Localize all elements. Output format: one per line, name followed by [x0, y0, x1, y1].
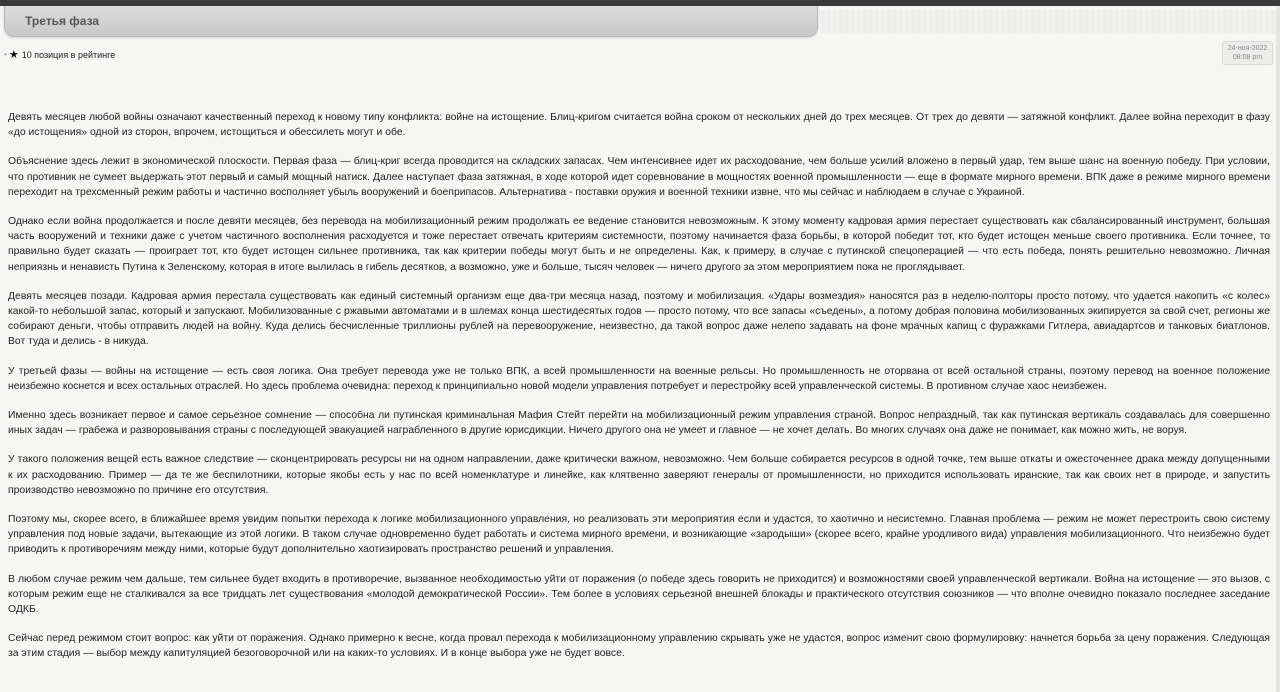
article-paragraph: В любом случае режим чем дальше, тем сильнее будет входить в противоречие, вызванное необходимостью уйти от поражения (о победе здесь говорить не приходится) и возможностями своей управленческой вертикали. Война на истощение — это вызов, с которым режим еще не сталкивался за все тридцать лет существования «молодой демократической России». Тем более в условиях серьезной внешней блокады и практического отсутствия союзников — что вполне очевидно показало последнее заседание ОДКБ. [8, 573, 1270, 616]
article-paragraph: Именно здесь возникает первое и самое серьезное сомнение — способна ли путинская криминальная Мафия Стейт перейти на мобилизационный режим управления страной. Вопрос непраздный, так как путинская вертикаль создавалась для совершенно иных задач — грабежа и разворовывания страны с последующей эвакуацией награбленного в другие юрисдикции. Ничего другого она не умеет и главное — не хочет делать. Во многих случаях она даже не понимает, как можно жить, не воруя. [8, 410, 1270, 437]
rating-text: 10 позиция в рейтинге [21, 49, 116, 60]
article-body [8, 110, 1270, 676]
article-paragraph: У третьей фазы — войны на истощение — есть своя логика. Она требует перевода уже не только ВПК, а всей промышленности на военные рельсы. Но промышленность не оторвана от всей остальной страны, поэтому перевод на военное положение неизбежно коснется и всех остальных отраслей. Но здесь проблема очевидна: переход к принципиально новой модели управления потребует и перестройку всей управленческой системы. В противном случае хаос неизбежен. [8, 365, 1270, 392]
header-background-pattern [820, 10, 1280, 34]
article-paragraph: Поэтому мы, скорее всего, в ближайшее время увидим попытки перехода к логике мобилизационного управления, но реализовать эти мероприятия если и удастся, то хаотично и несистемно. Главная проблема — режим не может перестроить свою систему управления под новые задачи, вытекающие из этой логики. В таком случае одновременно будет работать и система мирного времени, и возникающие «зародыши» (скорее всего, крайне уродливого вида) управления мобилизационного. Что неизбежно будет приводить к противоречиям между ними, которые будут дополнительно хаотизировать пространство решений и управления. [8, 514, 1270, 556]
post-date: 24-ноя-2022 [1227, 45, 1268, 52]
post-date-box [1222, 41, 1273, 65]
article-paragraph: У такого положения вещей есть важное следствие — сконцентрировать ресурсы ни на одном направлении, даже критически важном, невозможно. Чем больше собирается ресурсов в одной точке, тем выше откаты и ожесточеннее драка между допущенными к их расходованию. Пример — да те же беспилотники, которые якобы есть у нас по всей номенклатуре и линейке, как клятвенно заверяют генералы от промышленности, но приходится использовать иранские, так как своих нет в природе, и запустить производство невозможно по причине его отсутствия. [8, 454, 1270, 496]
article-paragraph: Девять месяцев любой войны означают качественный переход к новому типу конфликта: войне на истощение. Блиц-кригом считается война сроком от нескольких дней до трех месяцев. От трех до девяти — затяжной конфликт. Далее война переходит в фазу «до истощения» одной из сторон, впрочем, истощиться и обессилеть могут и обе. [8, 112, 1270, 139]
page-title: Третья фаза [25, 14, 100, 28]
article-title-tab [4, 6, 818, 37]
rating-info [4, 48, 115, 61]
article-paragraph: Сейчас перед режимом стоит вопрос: как уйти от поражения. Однако примерно к весне, когда провал перехода к мобилизационному управлению скрывать уже не удастся, вопрос изменит свою формулировку: начнется борьба за цену поражения. Следующая за этим стадия — выбор между капитуляцией безоговорочной или на каких-то условиях. И в конце выбора уже не будет вовсе. [8, 633, 1270, 660]
bullet-icon: • [4, 50, 7, 59]
article-paragraph: Объяснение здесь лежит в экономической плоскости. Первая фаза — блиц-криг всегда проводится на складских запасах. Чем интенсивнее идет их расходование, чем больше усилий вложено в первый удар, тем выше шанс на военную победу. При условии, что противник не сумеет выдержать этот первый и самый мощный натиск. Далее наступает фаза затяжная, в ходе которой идет соревнование в мощностях военной промышленности — еще в формате мирного времени. ВПК даже в режиме мирного времени переходит на трехсменный режим работы и частично восполняет убыль вооружений и боеприпасов. Альтернатива - поставки оружия и военной техники извне, что мы сейчас и наблюдаем в случае с Украиной. [8, 156, 1270, 198]
article-paragraph: Девять месяцев позади. Кадровая армия перестала существовать как единый системный организм еще два-три месяца назад, поэтому и мобилизация. «Удары возмездия» наносятся раз в неделю-полторы просто потому, что удается накопить «с колес» какой-то небольшой запас, который и запускают. Мобилизованные с ржавыми автоматами и в шлемах конца шестидесятых годов — просто потому, что все запасы «съедены», а потому добрая половина мобилизованных экипируется за свой счет, регионы же собирают деньги, чтобы отправить людей на войну. Куда делись бесчисленные триллионы рублей на перевооружение, неизвестно, да такой вопрос даже нелепо задавать на фоне мрачных капищ с фуражками Гитлера, авиадартсов и танковых биатлонов. Вот туда и делись - в никуда. [8, 290, 1270, 348]
post-time: 08:08 pm [1232, 54, 1263, 61]
vertical-scrollbar[interactable] [1276, 6, 1280, 692]
star-icon: ★ [8, 49, 19, 61]
article-paragraph: Однако если война продолжается и после девяти месяцев, без перевода на мобилизационный режим продолжать ее ведение становится невозможным. К этому моменту кадровая армия перестает существовать как сбалансированный инструмент, большая часть вооружений и техники даже с учетом частичного восполнения расходуется и тоже перестает отвечать критериям системности, поэтому начинается фаза борьбы, в которой победит тот, кто будет истощен меньше своего противника. Если точнее, то правильно будет сказать — проиграет тот, кто будет истощен сильнее противника, так как критерии победы могут быть и не определены. Как, к примеру, в случае с путинской спецоперацией — что есть победа, понять решительно невозможно. Личная неприязнь и ненависть Путина к Зеленскому, которая в итоге вылилась в гибель десятков, а возможно, уже и больше, тысяч человек — ничего другого за этом мероприятием пока не проглядывает. [8, 216, 1270, 273]
